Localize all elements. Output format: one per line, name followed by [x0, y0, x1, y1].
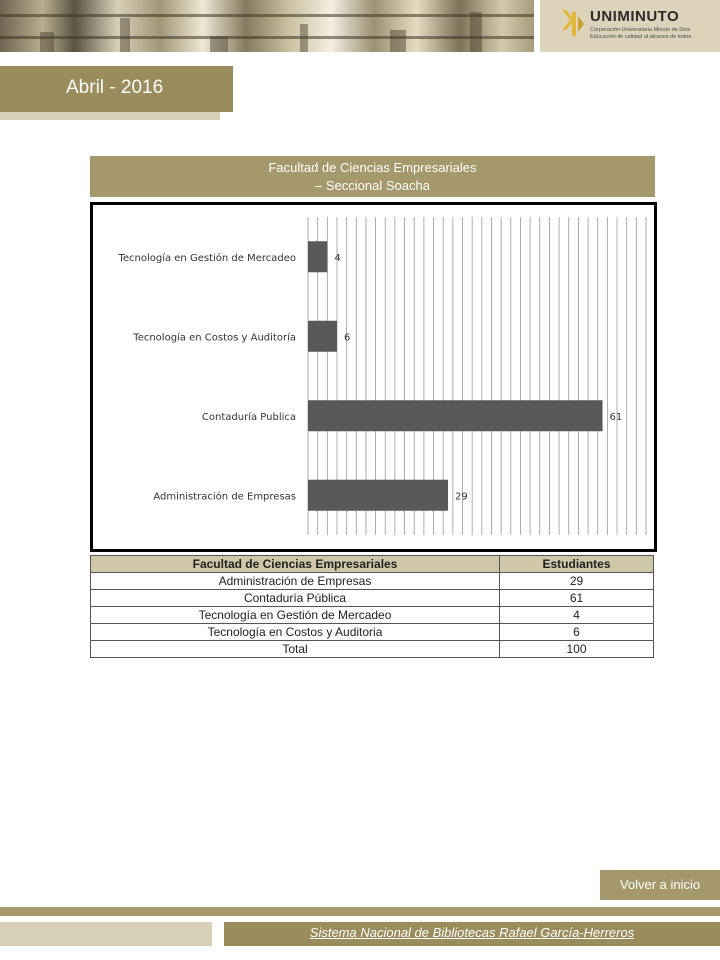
table-row: [91, 590, 654, 607]
category-label: Administración de Empresas: [153, 491, 296, 503]
logo-tagline: Educación de calidad al alcance de todos: [590, 34, 692, 40]
data-label: 4: [334, 252, 341, 264]
back-to-home-button[interactable]: Volver a inicio: [600, 870, 720, 900]
category-label: Contaduría Publica: [201, 411, 296, 423]
table-cell-program: Administración de Empresas: [91, 573, 500, 590]
table-cell-count: 6: [500, 624, 654, 641]
section-title: [90, 156, 655, 197]
table-cell-total-value: 100: [500, 641, 654, 658]
students-table: [90, 555, 654, 658]
footer-left-bar: [0, 922, 212, 946]
table-cell-program: Contaduría Pública: [91, 590, 500, 607]
chart-svg: [93, 205, 654, 549]
date-badge: [0, 66, 233, 112]
bar: [308, 400, 603, 431]
table-cell-count: 61: [500, 590, 654, 607]
table-cell-program: Tecnología en Gestión de Mercadeo: [91, 607, 500, 624]
table-cell-count: 4: [500, 607, 654, 624]
data-label: 61: [609, 411, 623, 423]
category-label: Tecnología en Costos y Auditoría: [133, 332, 296, 344]
data-label: 29: [455, 491, 468, 503]
section-title-line1: Facultad de Ciencias Empresariales: [268, 160, 477, 175]
date-label: Abril - 2016: [66, 77, 164, 98]
table-row: [91, 573, 654, 590]
column-header-faculty: Facultad de Ciencias Empresariales: [91, 556, 500, 573]
bar: [308, 241, 327, 272]
bar-chart: [90, 202, 657, 552]
table-row: [91, 624, 654, 641]
table-cell-count: 29: [500, 573, 654, 590]
bar: [308, 480, 448, 511]
data-label: 6: [343, 332, 351, 344]
column-header-students: Estudiantes: [500, 556, 654, 573]
table-cell-total-label: Total: [91, 641, 500, 658]
header-banner-image: [0, 0, 534, 52]
bar: [308, 321, 337, 352]
section-title-line2: – Seccional Soacha: [315, 178, 430, 193]
footer-divider: [0, 907, 720, 916]
uniminuto-logo[interactable]: [540, 0, 720, 52]
date-shadow: [0, 112, 220, 120]
logo-icon: [558, 6, 586, 42]
table-cell-program: Tecnología en Costos y Auditoria: [91, 624, 500, 641]
footer-library-link[interactable]: Sistema Nacional de Bibliotecas Rafael García-Herreros: [224, 922, 720, 946]
table-row: [91, 607, 654, 624]
category-label: Tecnología en Gestión de Mercadeo: [118, 252, 296, 264]
logo-name: UNIMINUTO: [590, 8, 680, 25]
table-header-row: [91, 556, 654, 573]
logo-tagline: Corporación Universitaria Minuto de Dios: [590, 27, 691, 33]
table-total-row: [91, 641, 654, 658]
